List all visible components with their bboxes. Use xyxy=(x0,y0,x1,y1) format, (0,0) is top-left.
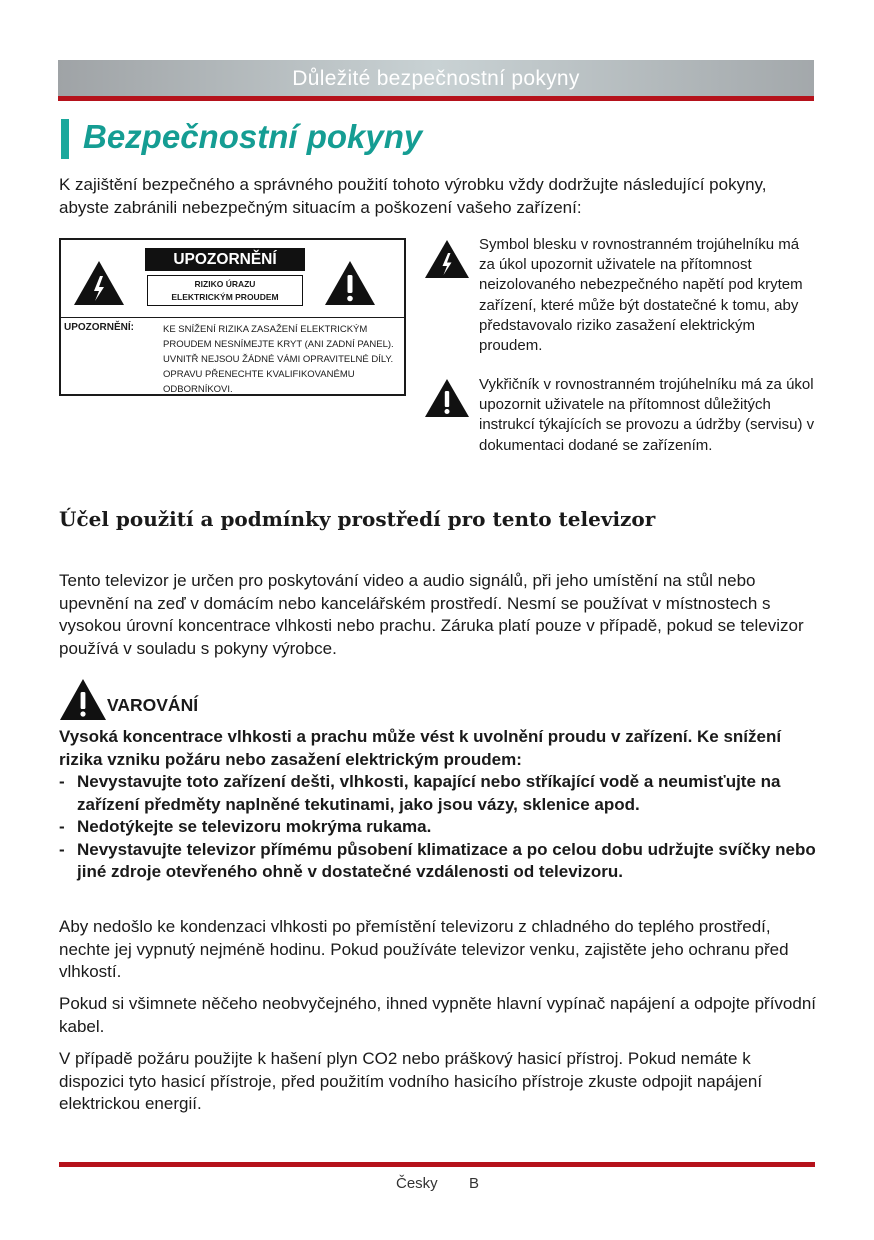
warning-triangle-icon xyxy=(59,678,107,721)
header-rule xyxy=(58,96,814,101)
lightning-symbol-description: Symbol blesku v rovnostranném trojúhelníku má za úkol upozornit uživatele na přítomnost neizolovaného nebezpečného napětí pod krytem zařízení, které může být dostatečné k tomu, aby představovalo riziko zasažení elektrickým proudem. xyxy=(479,236,803,355)
warning-label-divider xyxy=(61,317,404,318)
warning-label-box xyxy=(59,238,406,396)
list-item: - Nevystavujte televizor přímému působení klimatizace a po celou dobu udržujte svíčky nebo jiné zdroje otevřeného ohně v dostatečné vzdálenosti od televizoru. xyxy=(59,839,819,884)
title-accent-bar xyxy=(61,119,69,159)
section-body: Tento televizor je určen pro poskytování video a audio signálů, při jeho umístění na stůl nebo upevnění na zeď v domácím nebo kancelářském prostředí. Nesmí se používat v místnostech s vysokou úrovní koncentrace vlhkosti nebo prachu. Záruka platí pouze v případě, pokud se televizor používá v souladu s pokyny výrobce. xyxy=(59,571,804,658)
intro-paragraph: K zajištění bezpečného a správného použití tohoto výrobku vždy dodržujte následující pokyny, abyste zabránili nebezpečným situacím a poškození vašeho zařízení: xyxy=(59,175,767,217)
exclamation-triangle-icon xyxy=(324,260,376,306)
page-number: B xyxy=(469,1175,480,1192)
list-item: - Nevystavujte toto zařízení dešti, vlhkosti, kapající nebo stříkající vodě a neumisťujte na zařízení předměty naplněné tekutinami, jako jsou vázy, sklenice apod. xyxy=(59,771,819,816)
fire-paragraph: V případě požáru použijte k hašení plyn CO2 nebo práškový hasicí přístroj. Pokud nemáte k dispozici tyto hasicí přístroje, před použitím vodního hasicího přístroje zkuste odpojit napájení elektrickou energií. xyxy=(59,1049,763,1113)
lightning-triangle-icon xyxy=(73,260,125,306)
warning-lead: Vysoká koncentrace vlhkosti a prachu může vést k uvolnění proudu v zařízení. Ke snížení rizika vzniku požáru nebo zasažení elektrickým proudem: xyxy=(59,727,782,769)
warning-label-heading: UPOZORNĚNÍ xyxy=(145,248,305,271)
warning-block xyxy=(59,726,819,884)
caution-label: UPOZORNĚNÍ: xyxy=(64,322,134,333)
list-item-text: Nevystavujte toto zařízení dešti, vlhkosti, kapající nebo stříkající vodě a neumisťujte na zařízení předměty naplněné tekutinami, jako jsou vázy, sklenice apod. xyxy=(77,772,781,814)
caution-text: KE SNÍŽENÍ RIZIKA ZASAŽENÍ ELEKTRICKÝM PROUDEM NESNÍMEJTE KRYT (ANI ZADNÍ PANEL). UVNITŘ NEJSOU ŽÁDNÉ VÁMI OPRAVITELNÉ DÍLY. OPRAVU PŘENECHTE KVALIFIKOVANÉMU ODBORNÍKOVI. xyxy=(163,324,394,395)
list-item-text: Nevystavujte televizor přímému působení klimatizace a po celou dobu udržujte svíčky nebo jiné zdroje otevřeného ohně v dostatečné vzdálenosti od televizoru. xyxy=(77,839,816,881)
warning-label-subtext xyxy=(147,275,303,306)
section-title: Účel použití a podmínky prostředí pro tento televizor xyxy=(59,507,656,531)
exclamation-symbol-description: Vykřičník v rovnostranném trojúhelníku má za úkol upozornit uživatele na přítomnost důležitých instrukcí týkajících se provozu a údržby (servisu) v dokumentaci dodané se zařízením. xyxy=(479,376,815,454)
footer-language: Česky xyxy=(396,1175,438,1192)
warning-label-subline-1: RIZIKO ÚRAZU xyxy=(194,279,256,289)
page-title: Bezpečnostní pokyny xyxy=(83,118,423,155)
warning-label-subline-2: ELEKTRICKÝM PROUDEM xyxy=(171,292,279,302)
unusual-behavior-paragraph: Pokud si všimnete něčeho neobvyčejného, ihned vypněte hlavní vypínač napájení a odpojte přívodní kabel. xyxy=(59,994,817,1036)
lightning-triangle-icon xyxy=(424,239,470,279)
header-title: Důležité bezpečnostní pokyny xyxy=(292,67,580,90)
list-item: - Nedotýkejte se televizoru mokrýma rukama. xyxy=(59,816,819,839)
footer-rule xyxy=(59,1162,815,1167)
exclamation-triangle-icon xyxy=(424,378,470,418)
condensation-paragraph: Aby nedošlo ke kondenzaci vlhkosti po přemístění televizoru z chladného do teplého prostředí, nechte jej vypnutý nejméně hodinu. Pokud používáte televizor venku, zajistěte jeho ochranu před vlhkostí. xyxy=(59,917,789,981)
header-bar xyxy=(58,60,814,97)
warning-heading: VAROVÁNÍ xyxy=(107,695,199,715)
list-item-text: Nedotýkejte se televizoru mokrýma rukama. xyxy=(77,817,432,836)
